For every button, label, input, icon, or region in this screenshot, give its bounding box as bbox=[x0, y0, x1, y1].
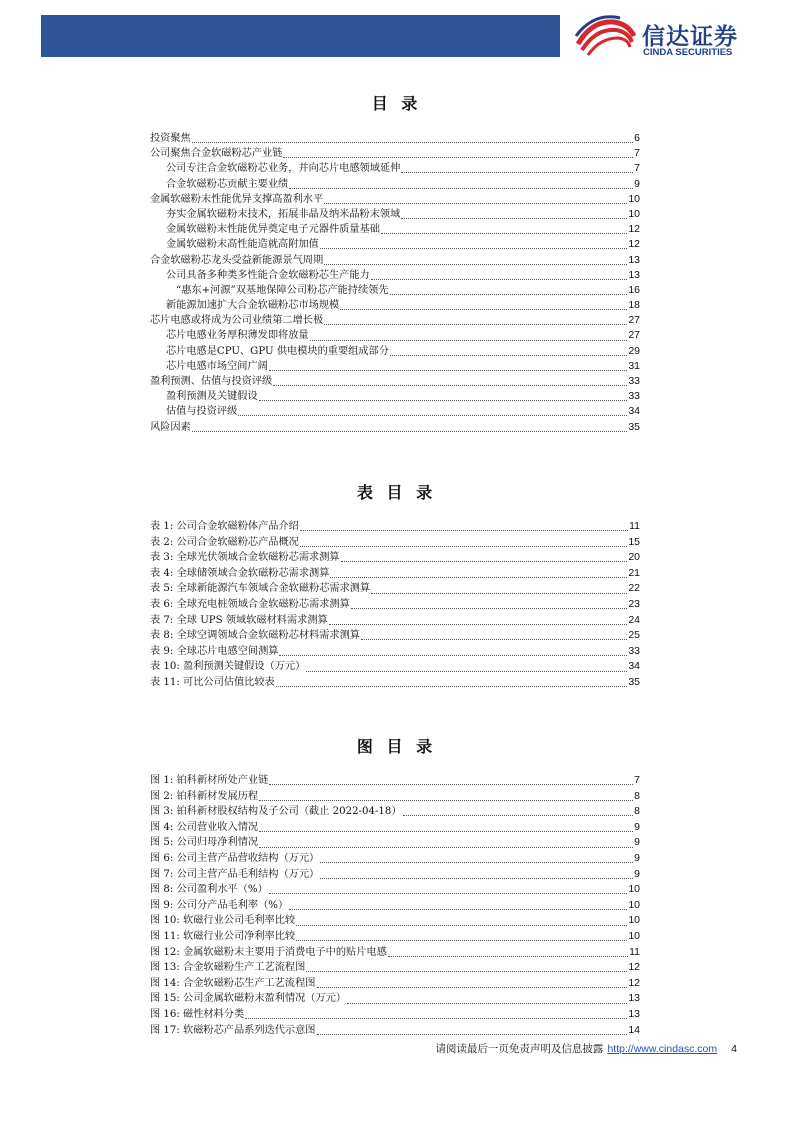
dot-leader bbox=[259, 831, 633, 832]
dot-leader bbox=[317, 987, 628, 988]
tables-entry-page: 15 bbox=[628, 535, 640, 548]
dot-leader bbox=[273, 385, 627, 386]
dot-leader bbox=[329, 624, 628, 625]
contents-entry-label: 投资聚焦 bbox=[150, 133, 191, 144]
dot-leader bbox=[324, 324, 627, 325]
contents-entry-label: 风险因素 bbox=[150, 421, 191, 433]
tables-list bbox=[150, 519, 640, 691]
figures-entry-page: 13 bbox=[628, 992, 640, 1005]
tables-title: 表 目 录 bbox=[356, 483, 437, 502]
contents-entry-label: 芯片电感业务厚积薄发即将放量 bbox=[166, 330, 309, 342]
contents-entry[interactable] bbox=[150, 207, 640, 222]
dot-leader bbox=[269, 370, 627, 371]
figures-entry-label: 图 6: 公司主营产品营收结构（万元） bbox=[150, 852, 320, 864]
contents-entry-page: 31 bbox=[628, 359, 640, 372]
figures-entry-page: 9 bbox=[634, 851, 640, 864]
contents-list bbox=[150, 131, 640, 435]
disclaimer-notice: 请阅读最后一页免责声明及信息披露 bbox=[435, 1043, 604, 1055]
contents-entry-label: 估值与投资评级 bbox=[166, 406, 238, 418]
dot-leader bbox=[192, 142, 633, 143]
figures-entry-page: 10 bbox=[628, 883, 640, 896]
figures-entry[interactable] bbox=[150, 929, 640, 945]
figures-entry[interactable] bbox=[150, 1007, 640, 1023]
figures-entry-page: 9 bbox=[634, 867, 640, 880]
figures-entry[interactable] bbox=[150, 945, 640, 961]
tables-entry[interactable] bbox=[150, 597, 640, 613]
figures-entry[interactable] bbox=[150, 789, 640, 805]
figures-entry[interactable] bbox=[150, 1023, 640, 1039]
contents-entry[interactable] bbox=[150, 253, 640, 268]
dot-leader bbox=[401, 218, 627, 219]
dot-leader bbox=[330, 577, 627, 578]
contents-entry[interactable] bbox=[150, 374, 640, 389]
contents-entry-page: 33 bbox=[628, 375, 640, 387]
contents-entry-label: 公司聚焦合金软磁粉芯产业链 bbox=[150, 148, 283, 160]
figures-entry[interactable] bbox=[150, 773, 640, 789]
figures-entry-label: 图 10: 软磁行业公司毛利率比较 bbox=[150, 915, 296, 927]
contents-entry-page: 29 bbox=[628, 344, 640, 357]
dot-leader bbox=[269, 784, 633, 785]
dot-leader bbox=[347, 1003, 627, 1004]
tables-entry[interactable] bbox=[150, 644, 640, 660]
logo-chinese-text: 信达证券 bbox=[642, 24, 738, 50]
dot-leader bbox=[289, 188, 633, 189]
contents-entry-label: 公司专注合金软磁粉芯业务，并向芯片电感领域延伸 bbox=[166, 163, 401, 175]
dot-leader bbox=[320, 862, 633, 863]
contents-entry-page: 27 bbox=[628, 314, 640, 327]
contents-entry[interactable] bbox=[150, 359, 640, 374]
dot-leader bbox=[390, 355, 627, 356]
tables-entry-label: 表 6: 全球充电桩领域合金软磁粉芯需求测算 bbox=[150, 598, 350, 610]
contents-entry[interactable] bbox=[150, 389, 640, 404]
tables-entry-label: 表 10: 盈利预测关键假设（万元） bbox=[150, 661, 306, 673]
tables-entry-page: 25 bbox=[628, 629, 640, 642]
contents-entry-page: 10 bbox=[628, 207, 640, 220]
figures-entry[interactable] bbox=[150, 882, 640, 898]
dot-leader bbox=[310, 340, 628, 341]
dot-leader bbox=[390, 294, 628, 295]
figures-entry[interactable] bbox=[150, 851, 640, 867]
dot-leader bbox=[324, 203, 627, 204]
dot-leader bbox=[306, 671, 627, 672]
dot-leader bbox=[300, 530, 628, 531]
dot-leader bbox=[296, 925, 627, 926]
contents-entry-label: 金属软磁粉末性能优异支撑高盈利水平 bbox=[150, 193, 324, 205]
tables-entry[interactable] bbox=[150, 535, 640, 551]
dot-leader bbox=[192, 431, 628, 432]
tables-entry-label: 表 9: 全球芯片电感空间测算 bbox=[150, 645, 279, 657]
contents-entry-label: 合金软磁粉芯贡献主要业绩 bbox=[166, 178, 289, 190]
tables-entry[interactable] bbox=[150, 550, 640, 566]
contents-entry[interactable] bbox=[150, 222, 640, 237]
figures-entry-label: 图 1: 铂科新材所处产业链 bbox=[150, 775, 269, 786]
contents-entry-label: 公司具备多种类多性能合金软磁粉芯生产能力 bbox=[166, 269, 370, 281]
company-logo bbox=[574, 14, 774, 60]
figures-entry-page: 8 bbox=[634, 789, 640, 802]
contents-entry[interactable] bbox=[150, 283, 640, 298]
contents-entry-page: 7 bbox=[634, 162, 640, 175]
dot-leader bbox=[324, 264, 627, 265]
contents-entry[interactable] bbox=[150, 298, 640, 313]
contents-entry-page: 6 bbox=[634, 132, 640, 144]
figures-entry-label: 图 14: 合金软磁粉芯生产工艺流程图 bbox=[150, 977, 316, 989]
dot-leader bbox=[371, 279, 628, 280]
contents-entry[interactable] bbox=[150, 268, 640, 283]
dot-leader bbox=[269, 893, 628, 894]
dot-leader bbox=[300, 546, 627, 547]
contents-entry-label: 金属软磁粉末性能优异奠定电子元器件质量基础 bbox=[166, 224, 380, 236]
figures-entry-label: 图 4: 公司营业收入情况 bbox=[150, 821, 259, 833]
contents-entry-label: “惠东+河源”双基地保障公司粉芯产能持续领先 bbox=[176, 284, 389, 296]
contents-entry[interactable] bbox=[150, 313, 640, 328]
contents-entry-page: 10 bbox=[628, 192, 640, 205]
cinda-logo-icon bbox=[574, 14, 638, 58]
contents-entry-page: 16 bbox=[628, 283, 640, 296]
figures-entry-page: 11 bbox=[629, 945, 640, 958]
figures-entry[interactable] bbox=[150, 913, 640, 929]
tables-entry[interactable] bbox=[150, 566, 640, 582]
figures-entry-label: 图 12: 金属软磁粉末主要用于消费电子中的贴片电感 bbox=[150, 946, 387, 958]
figures-entry[interactable] bbox=[150, 991, 640, 1007]
tables-entry-page: 33 bbox=[628, 644, 640, 657]
dot-leader bbox=[283, 157, 633, 158]
figures-entry[interactable] bbox=[150, 820, 640, 836]
dot-leader bbox=[245, 1018, 627, 1019]
tables-entry-label: 表 5: 全球新能源汽车领域合金软磁粉芯需求测算 bbox=[150, 583, 371, 595]
contents-entry[interactable] bbox=[150, 420, 640, 435]
tables-entry-label: 表 4: 全球储领域合金软磁粉芯需求测算 bbox=[150, 567, 330, 579]
figures-entry-page: 12 bbox=[628, 976, 640, 989]
contents-entry-label: 夯实金属软磁粉末技术，拓展非晶及纳米晶粉末领域 bbox=[166, 208, 401, 220]
tables-entry-label: 表 3: 全球光伏领域合金软磁粉芯需求测算 bbox=[150, 552, 340, 564]
figures-entry[interactable] bbox=[150, 898, 640, 914]
contents-entry[interactable] bbox=[150, 328, 640, 343]
figures-entry[interactable] bbox=[150, 835, 640, 851]
tables-entry-page: 11 bbox=[629, 520, 640, 532]
tables-entry-page: 21 bbox=[628, 566, 640, 579]
figures-entry-page: 14 bbox=[628, 1023, 640, 1036]
dot-leader bbox=[259, 847, 633, 848]
dot-leader bbox=[341, 561, 628, 562]
figures-entry-label: 图 17: 软磁粉芯产品系列迭代示意图 bbox=[150, 1024, 316, 1036]
contents-entry-page: 13 bbox=[628, 268, 640, 281]
figures-entry-page: 10 bbox=[628, 914, 640, 927]
contents-entry-label: 盈利预测及关键假设 bbox=[166, 391, 258, 403]
contents-entry-page: 33 bbox=[628, 390, 640, 403]
website-link[interactable]: http://www.cindasc.com bbox=[607, 1043, 718, 1055]
contents-entry-page: 27 bbox=[628, 329, 640, 342]
figures-entry-label: 图 11: 软磁行业公司净利率比较 bbox=[150, 930, 296, 942]
figures-entry-label: 图 16: 磁性材料分类 bbox=[150, 1008, 245, 1020]
contents-title: 目 录 bbox=[371, 94, 422, 113]
tables-entry-label: 表 7: 全球 UPS 领域软磁材料需求测算 bbox=[150, 614, 328, 626]
contents-entry-label: 芯片电感市场空间广阔 bbox=[166, 360, 268, 372]
contents-entry-page: 18 bbox=[628, 299, 640, 312]
figures-list bbox=[150, 773, 640, 1038]
figures-entry-label: 图 15: 公司金属软磁粉末盈利情况（万元） bbox=[150, 993, 347, 1005]
tables-entry[interactable] bbox=[150, 613, 640, 629]
figures-entry[interactable] bbox=[150, 960, 640, 976]
contents-entry-page: 34 bbox=[628, 405, 640, 418]
figures-entry-page: 8 bbox=[634, 805, 640, 818]
contents-entry-label: 合金软磁粉芯龙头受益新能源景气周期 bbox=[150, 254, 324, 266]
dot-leader bbox=[320, 878, 633, 879]
figures-entry-label: 图 3: 铂科新材股权结构及子公司（截止 2022-04-18） bbox=[150, 806, 402, 818]
dot-leader bbox=[351, 608, 628, 609]
logo-english-text: CINDA SECURITIES bbox=[643, 47, 733, 58]
figures-title: 图 目 录 bbox=[356, 737, 437, 756]
contents-entry[interactable] bbox=[150, 237, 640, 252]
figures-entry-label: 图 8: 公司盈利水平（%） bbox=[150, 884, 268, 896]
contents-entry-label: 金属软磁粉末高性能造就高附加值 bbox=[166, 239, 319, 251]
dot-leader bbox=[276, 686, 628, 687]
tables-entry-page: 23 bbox=[628, 597, 640, 610]
tables-entry[interactable] bbox=[150, 659, 640, 675]
figures-entry-page: 13 bbox=[628, 1007, 640, 1020]
figures-entry-page: 12 bbox=[628, 961, 640, 974]
contents-entry[interactable] bbox=[150, 161, 640, 176]
page-footer bbox=[435, 1041, 737, 1056]
figures-entry-label: 图 7: 公司主营产品毛利结构（万元） bbox=[150, 868, 320, 880]
dot-leader bbox=[296, 940, 627, 941]
dot-leader bbox=[259, 800, 633, 801]
figures-entry[interactable] bbox=[150, 976, 640, 992]
contents-entry[interactable] bbox=[150, 192, 640, 207]
contents-entry-page: 7 bbox=[634, 147, 640, 160]
dot-leader bbox=[238, 415, 627, 416]
dot-leader bbox=[371, 593, 627, 594]
dot-leader bbox=[317, 1034, 628, 1035]
contents-entry[interactable] bbox=[150, 404, 640, 419]
contents-entry[interactable] bbox=[150, 344, 640, 359]
tables-entry[interactable] bbox=[150, 519, 640, 535]
contents-entry-label: 芯片电感是CPU、GPU 供电模块的重要组成部分 bbox=[166, 345, 389, 357]
contents-entry-page: 12 bbox=[628, 238, 640, 251]
tables-entry-label: 表 8: 全球空调领域合金软磁粉芯材料需求测算 bbox=[150, 630, 360, 642]
figures-entry[interactable] bbox=[150, 867, 640, 883]
header-bar bbox=[41, 15, 560, 57]
contents-entry-label: 芯片电感或将成为公司业绩第二增长极 bbox=[150, 315, 324, 327]
contents-entry[interactable] bbox=[150, 177, 640, 192]
figures-entry[interactable] bbox=[150, 804, 640, 820]
figures-entry-page: 9 bbox=[634, 820, 640, 833]
figures-entry-page: 10 bbox=[628, 929, 640, 942]
figures-entry-page: 9 bbox=[634, 836, 640, 849]
figures-entry-label: 图 2: 铂科新材发展历程 bbox=[150, 790, 259, 802]
dot-leader bbox=[289, 909, 627, 910]
tables-entry-page: 24 bbox=[628, 613, 640, 626]
contents-entry-label: 新能源加速扩大合金软磁粉芯市场规模 bbox=[166, 300, 340, 312]
dot-leader bbox=[320, 248, 628, 249]
dot-leader bbox=[361, 639, 627, 640]
tables-entry[interactable] bbox=[150, 581, 640, 597]
dot-leader bbox=[381, 233, 627, 234]
tables-entry-page: 35 bbox=[628, 675, 640, 688]
contents-entry-page: 9 bbox=[634, 177, 640, 190]
contents-entry[interactable] bbox=[150, 131, 640, 146]
dot-leader bbox=[306, 971, 627, 972]
tables-entry-page: 34 bbox=[628, 660, 640, 673]
figures-entry-label: 图 5: 公司归母净利情况 bbox=[150, 837, 259, 849]
figures-entry-label: 图 13: 合金软磁粉生产工艺流程图 bbox=[150, 962, 306, 974]
tables-entry-label: 表 2: 公司合金软磁粉芯产品概况 bbox=[150, 536, 299, 548]
tables-entry-label: 表 11: 可比公司估值比较表 bbox=[150, 676, 275, 688]
contents-entry-page: 12 bbox=[628, 223, 640, 236]
contents-entry-page: 13 bbox=[628, 253, 640, 266]
tables-entry[interactable] bbox=[150, 628, 640, 644]
contents-entry[interactable] bbox=[150, 146, 640, 161]
dot-leader bbox=[259, 400, 628, 401]
dot-leader bbox=[340, 309, 627, 310]
tables-entry[interactable] bbox=[150, 675, 640, 691]
page-number: 4 bbox=[731, 1043, 737, 1055]
tables-entry-page: 20 bbox=[628, 551, 640, 564]
contents-entry-label: 盈利预测、估值与投资评级 bbox=[150, 376, 273, 387]
figures-entry-page: 10 bbox=[628, 898, 640, 911]
tables-entry-page: 22 bbox=[628, 582, 640, 595]
dot-leader bbox=[401, 172, 633, 173]
dot-leader bbox=[279, 655, 627, 656]
dot-leader bbox=[388, 956, 628, 957]
dot-leader bbox=[403, 815, 634, 816]
figures-entry-page: 7 bbox=[634, 774, 640, 786]
tables-entry-label: 表 1: 公司合金软磁粉体产品介绍 bbox=[150, 521, 299, 532]
contents-entry-page: 35 bbox=[628, 420, 640, 433]
figures-entry-label: 图 9: 公司分产品毛利率（%） bbox=[150, 899, 289, 911]
